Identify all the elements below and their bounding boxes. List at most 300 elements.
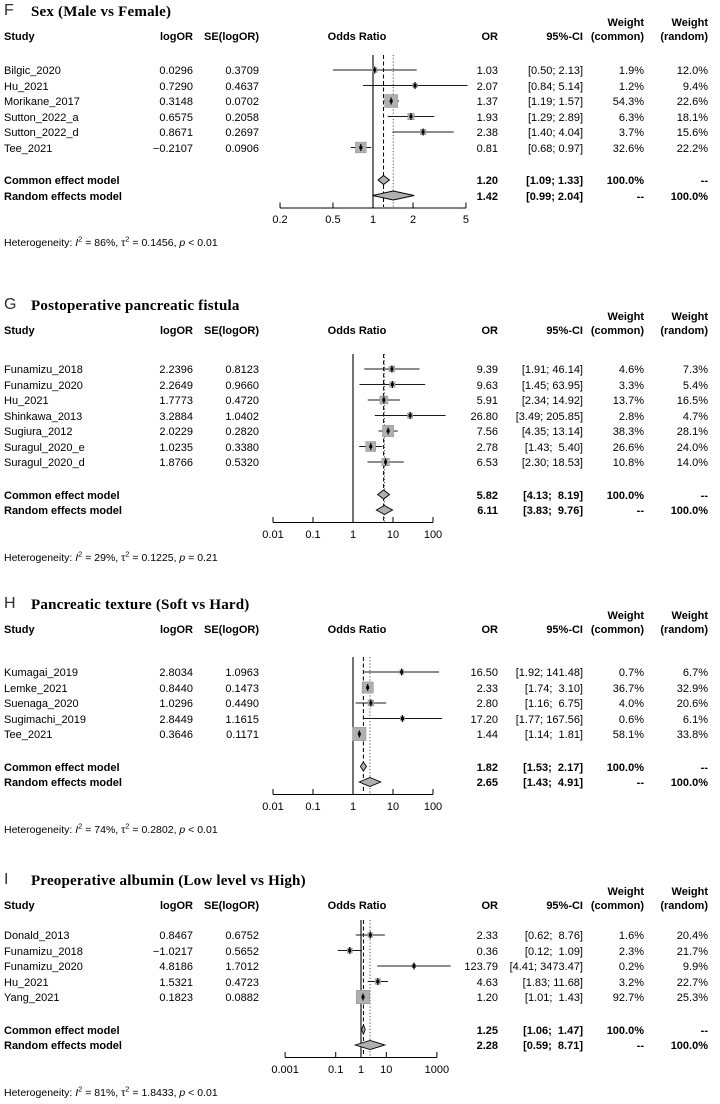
weight-common-value: 1.2% [618,80,644,93]
weight-random-value: 12.0% [676,65,708,77]
i-squared-value: 29% [94,551,116,564]
equals-sign: = [129,823,142,836]
weight-common-value: 1.9% [618,65,644,77]
effect-marker [369,445,372,448]
weight-random-value: 32.9% [676,682,708,695]
panel-letter: F [4,2,14,19]
or-value: 2.33 [476,930,498,942]
axis-tick-label: 10 [386,528,400,541]
superscript-2: 2 [78,234,83,244]
logor-value: 1.0296 [159,698,193,710]
common-or-value: 1.25 [476,1024,498,1037]
random-weight-common: -- [636,505,644,517]
column-header-ci: 95%-CI [546,31,583,43]
separator: , [115,551,122,564]
het-prefix: Heterogeneity: [4,823,76,836]
study-name: Lemke_2021 [4,682,68,695]
logor-value: 2.2396 [159,364,193,376]
study-name: Suenaga_2020 [4,698,79,710]
study-name: Sugiura_2012 [4,426,73,438]
p-value: < 0.01 [188,823,218,836]
axis-tick-label: 10 [386,800,400,813]
weight-random-value: 20.6% [676,698,708,710]
axis-tick-label: 100 [423,800,443,813]
effect-marker [414,84,417,87]
column-header-ci: 95%-CI [546,900,583,912]
column-header-weight-common-top: Weight [607,311,644,323]
superscript-2: 2 [125,234,130,244]
superscript-2: 2 [78,821,83,830]
common-or-value: 1.20 [476,175,498,187]
ci-value: [4.41; 3473.47] [509,961,583,973]
p-symbol: p [179,823,186,836]
random-model-label: Random effects model [4,1040,122,1052]
column-header-weight-common: (common) [590,624,644,636]
or-value: 17.20 [470,713,498,726]
effect-marker [390,368,393,371]
separator: , [115,823,122,836]
study-name: Shinkawa_2013 [4,410,83,423]
axis-tick-label: 0.001 [271,1063,299,1076]
random-ci-value: [1.43; 4.91] [523,777,583,789]
study-name: Funamizu_2018 [4,945,83,958]
ci-value: [2.34; 14.92] [521,395,583,407]
axis-tick-label: 0.01 [262,800,284,813]
i-squared-value: 74% [94,823,116,836]
se-value: 0.1473 [225,682,259,695]
ci-value: [1.43; 5.40] [524,441,583,454]
or-value: 4.63 [476,976,498,989]
random-weight-random: 100.0% [670,1040,708,1052]
equals-sign: = [82,237,95,249]
random-model-label: Random effects model [4,777,122,789]
study-name: Sugimachi_2019 [4,713,86,726]
study-name: Funamizu_2018 [4,364,83,376]
axis-tick-label: 1 [357,1063,365,1076]
weight-random-value: 18.1% [676,111,708,124]
effect-marker [391,383,394,386]
column-header-study: Study [4,325,35,337]
column-header-ci: 95%-CI [546,624,583,636]
equals-sign: = [82,823,95,836]
het-prefix: Heterogeneity: [4,1086,76,1099]
common-weight-random: -- [700,175,708,187]
weight-common-value: 2.8% [618,410,644,423]
panel-title: Pancreatic texture (Soft vs Hard) [31,597,250,613]
weight-random-value: 14.0% [676,457,708,469]
column-header-weight-random: (random) [660,31,708,43]
panel-letter: I [4,871,9,888]
p-value: < 0.01 [188,1086,218,1099]
column-header-weight-random-top: Weight [671,311,708,323]
i-squared-symbol: I [75,823,79,836]
logor-value: 2.8034 [159,667,193,679]
or-value: 0.36 [476,945,498,958]
common-ci-value: [1.53; 2.17] [523,761,583,774]
tau-symbol: τ [121,1086,126,1099]
weight-common-value: 1.6% [618,930,644,942]
ci-value: [1.19; 1.57] [527,96,583,108]
or-value: 2.07 [476,80,498,93]
common-diamond [378,490,390,499]
common-weight-random: -- [700,761,708,774]
weight-common-value: 26.6% [612,441,644,454]
logor-value: 0.8467 [159,930,193,942]
weight-random-value: 6.1% [682,713,708,726]
random-diamond [376,506,392,515]
axis-tick-label: 1 [369,214,377,226]
logor-value: 0.6575 [159,111,193,124]
weight-common-value: 3.7% [618,127,644,139]
random-weight-random: 100.0% [670,505,708,517]
tau-squared-value: 1.8433 [141,1086,174,1099]
se-value: 0.4720 [225,395,259,407]
se-value: 1.0402 [225,410,259,423]
ci-value: [1.40; 4.04] [527,127,583,139]
column-header-se: SE(logOR) [204,31,259,43]
column-header-weight-random: (random) [660,900,708,912]
equals-sign: = [129,551,142,564]
column-header-study: Study [4,624,35,636]
se-value: 0.6752 [225,930,259,942]
ci-value: [1.16; 6.75] [524,698,583,710]
se-value: 1.1615 [225,713,259,726]
random-weight-random: 100.0% [670,777,708,789]
logor-value: 0.3148 [159,96,193,108]
superscript-2: 2 [125,549,130,558]
tau-squared-value: 0.1225 [141,551,174,564]
column-header-weight-common: (common) [590,325,644,337]
column-header-odds-ratio: Odds Ratio [327,900,387,912]
weight-random-value: 5.4% [682,379,708,392]
effect-marker [400,671,403,674]
tau-symbol: τ [121,551,126,564]
effect-marker [409,115,412,118]
ci-value: [1.29; 2.89] [527,111,583,124]
column-header-or: OR [481,31,498,43]
se-value: 0.0882 [225,992,259,1004]
weight-common-value: 0.2% [618,961,644,973]
logor-value: 0.3646 [159,729,193,741]
logor-value: 4.8186 [159,961,193,973]
study-name: Bilgic_2020 [4,65,61,77]
se-value: 0.0702 [225,96,259,108]
i-squared-value: 81% [94,1086,116,1099]
ci-value: [4.35; 13.14] [521,426,583,438]
common-weight-common: 100.0% [606,761,644,774]
i-squared-value: 86% [94,237,116,249]
axis-tick-label: 1 [349,528,357,541]
weight-random-value: 22.6% [676,96,708,108]
common-diamond [378,176,389,185]
weight-random-value: 9.4% [682,80,708,93]
weight-random-value: 20.4% [676,930,708,942]
se-value: 0.2697 [225,127,259,139]
panel-title: Sex (Male vs Female) [31,4,172,20]
ci-value: [1.77; 167.56] [515,713,583,726]
weight-random-value: 25.3% [676,992,708,1004]
or-value: 9.39 [476,364,498,376]
random-ci-value: [3.83; 9.76] [523,505,583,517]
common-weight-common: 100.0% [606,1024,644,1037]
common-weight-common: 100.0% [606,175,644,187]
effect-marker [358,733,361,736]
separator: , [173,823,180,836]
column-header-weight-common: (common) [590,900,644,912]
effect-marker [369,934,372,937]
superscript-2: 2 [78,549,83,558]
column-header-logor: logOR [160,31,193,43]
weight-random-value: 21.7% [676,945,708,958]
weight-random-value: 4.7% [682,410,708,423]
weight-common-value: 4.6% [618,364,644,376]
weight-common-value: 3.3% [618,379,644,392]
random-weight-random: 100.0% [670,190,708,203]
column-header-weight-random-top: Weight [671,886,708,898]
or-value: 6.53 [476,457,498,469]
study-name: Hu_2021 [4,976,49,989]
axis-tick-label: 0.01 [262,528,284,541]
logor-value: 0.8671 [159,127,193,139]
ci-value: [1.14; 1.81] [524,729,583,741]
effect-marker [422,131,425,134]
logor-value: −1.0217 [152,945,193,958]
random-diamond [372,191,414,200]
p-value: < 0.01 [188,237,218,249]
column-header-odds-ratio: Odds Ratio [327,31,387,43]
study-name: Suragul_2020_d [4,457,85,469]
weight-random-value: 33.8% [676,729,708,741]
weight-common-value: 58.1% [612,729,644,741]
se-value: 0.2820 [225,426,259,438]
se-value: 0.5320 [225,457,259,469]
weight-random-value: 6.7% [682,667,708,679]
weight-common-value: 32.6% [612,142,644,155]
study-name: Sutton_2022_d [4,127,79,139]
or-value: 123.79 [464,961,498,973]
axis-tick-label: 0.2 [272,214,288,226]
logor-value: 0.1823 [159,992,193,1004]
column-header-se: SE(logOR) [204,624,259,636]
random-or-value: 6.11 [477,505,498,517]
random-diamond [355,1041,385,1050]
common-model-label: Common effect model [4,1024,120,1037]
study-name: Morikane_2017 [4,96,80,108]
weight-common-value: 4.0% [618,698,644,710]
column-header-weight-common-top: Weight [607,610,644,622]
logor-value: 0.8440 [159,682,193,695]
axis-tick-label: 0.1 [328,1063,344,1076]
se-value: 0.0906 [225,142,259,155]
separator: , [173,1086,180,1099]
separator: , [115,1086,122,1099]
heterogeneity-note [4,1084,218,1099]
heterogeneity-note [4,821,218,836]
study-name: Funamizu_2020 [4,379,83,392]
study-name: Kumagai_2019 [4,667,79,679]
tau-squared-value: 0.2802 [141,823,174,836]
weight-common-value: 13.7% [612,395,644,407]
equals-sign: = [129,1086,142,1099]
common-model-label: Common effect model [4,761,120,774]
se-value: 1.0963 [225,667,259,679]
effect-marker [366,686,369,689]
random-weight-common: -- [636,190,644,203]
equals-sign: = [82,551,95,564]
study-name: Hu_2021 [4,80,49,93]
or-value: 2.33 [476,682,498,695]
study-name: Funamizu_2020 [4,961,83,973]
ci-value: [0.68; 0.97] [527,142,583,155]
het-prefix: Heterogeneity: [4,237,76,249]
or-value: 7.56 [476,426,498,438]
random-or-value: 1.42 [476,190,498,203]
logor-value: 1.5321 [159,976,193,989]
or-value: 2.78 [476,441,498,454]
common-weight-random: -- [700,489,708,502]
weight-random-value: 9.9% [682,961,708,973]
common-weight-random: -- [700,1024,708,1037]
weight-common-value: 0.7% [618,667,644,679]
superscript-2: 2 [125,821,130,830]
random-diamond [359,778,380,787]
ci-value: [3.49; 205.85] [515,410,583,423]
common-or-value: 1.82 [476,761,498,774]
ci-value: [1.83; 11.68] [522,976,583,989]
common-ci-value: [4.13; 8.19] [523,489,583,502]
se-value: 0.5652 [225,945,259,958]
p-symbol: p [179,551,186,564]
logor-value: 2.2649 [159,379,193,392]
panel-title: Postoperative pancreatic fistula [31,298,240,314]
study-name: Hu_2021 [4,395,49,407]
separator: , [173,237,180,249]
weight-random-value: 15.6% [676,127,708,139]
axis-tick-label: 10 [380,1063,393,1076]
random-weight-common: -- [636,1040,644,1052]
ci-value: [1.92; 141.48] [515,667,583,679]
tau-squared-value: 0.1456 [141,237,174,249]
column-header-or: OR [481,325,498,337]
logor-value: 2.0229 [159,426,193,438]
i-squared-symbol: I [75,1086,79,1099]
equals-sign: = [129,237,142,249]
ci-value: [1.45; 63.95] [521,379,583,392]
column-header-study: Study [4,31,35,43]
study-name: Tee_2021 [4,729,53,741]
column-header-logor: logOR [160,900,193,912]
or-value: 1.44 [476,729,498,741]
effect-marker [409,414,412,417]
random-model-label: Random effects model [4,505,122,517]
ci-value: [1.01; 1.43] [524,992,583,1004]
panel-title: Preoperative albumin (Low level vs High) [31,873,306,889]
random-ci-value: [0.99; 2.04] [526,190,583,203]
p-symbol: p [179,1086,186,1099]
column-header-study: Study [4,900,35,912]
logor-value: 0.0296 [159,65,193,77]
heterogeneity-note [4,549,218,564]
se-value: 0.4490 [225,698,259,710]
effect-marker [348,949,351,952]
tau-symbol: τ [121,823,126,836]
weight-random-value: 7.3% [682,364,708,376]
weight-random-value: 16.5% [676,395,708,407]
column-header-weight-common-top: Weight [607,17,644,29]
column-header-logor: logOR [160,624,193,636]
random-or-value: 2.65 [476,777,498,789]
weight-random-value: 24.0% [676,441,708,454]
column-header-weight-random: (random) [660,325,708,337]
or-value: 16.50 [470,667,498,679]
common-model-label: Common effect model [4,489,120,502]
column-header-se: SE(logOR) [204,900,259,912]
column-header-weight-random-top: Weight [671,610,708,622]
common-model-label: Common effect model [4,175,120,187]
or-value: 9.63 [476,379,498,392]
logor-value: 1.7773 [159,395,193,407]
p-value: = 0.21 [188,551,218,564]
se-value: 0.8123 [225,364,259,376]
i-squared-symbol: I [75,237,79,249]
effect-marker [362,996,365,999]
se-value: 0.2058 [225,111,259,124]
effect-marker [373,69,376,72]
axis-tick-label: 5 [462,214,470,226]
ci-value: [2.30; 18.53] [521,457,583,469]
axis-tick-label: 100 [423,528,443,541]
se-value: 0.3709 [225,65,259,77]
common-diamond [362,1025,366,1034]
logor-value: 1.0235 [159,441,193,454]
common-weight-common: 100.0% [606,489,644,502]
ci-value: [0.62; 8.76] [524,930,583,942]
study-name: Tee_2021 [4,142,53,155]
common-ci-value: [1.06; 1.47] [523,1024,583,1037]
logor-value: 0.7290 [159,80,193,93]
ci-value: [0.12; 1.09] [524,945,583,958]
weight-common-value: 54.3% [612,96,644,108]
common-ci-value: [1.09; 1.33] [526,175,583,187]
ci-value: [0.84; 5.14] [527,80,583,93]
common-or-value: 5.82 [476,489,498,502]
column-header-weight-random-top: Weight [671,17,708,29]
or-value: 1.37 [476,96,498,108]
weight-random-value: 28.1% [676,426,708,438]
effect-marker [376,980,379,983]
study-name: Suragul_2020_e [4,441,85,454]
ci-value: [1.91; 46.14] [521,364,583,376]
separator: , [115,237,122,249]
se-value: 0.3380 [225,441,259,454]
se-value: 0.1171 [226,729,259,741]
column-header-logor: logOR [160,325,193,337]
or-value: 1.20 [476,992,498,1004]
weight-common-value: 38.3% [612,426,644,438]
weight-common-value: 92.7% [612,992,644,1004]
effect-marker [390,100,393,103]
se-value: 1.7012 [225,961,259,973]
p-symbol: p [179,237,186,249]
study-name: Donald_2013 [4,930,70,942]
or-value: 0.81 [476,142,498,155]
axis-tick-label: 2 [409,214,417,226]
axis-tick-label: 1000 [424,1063,450,1076]
column-header-weight-common-top: Weight [607,886,644,898]
se-value: 0.4637 [225,80,259,93]
logor-value: −0.2107 [152,142,193,155]
ci-value: [0.50; 2.13] [527,65,583,77]
